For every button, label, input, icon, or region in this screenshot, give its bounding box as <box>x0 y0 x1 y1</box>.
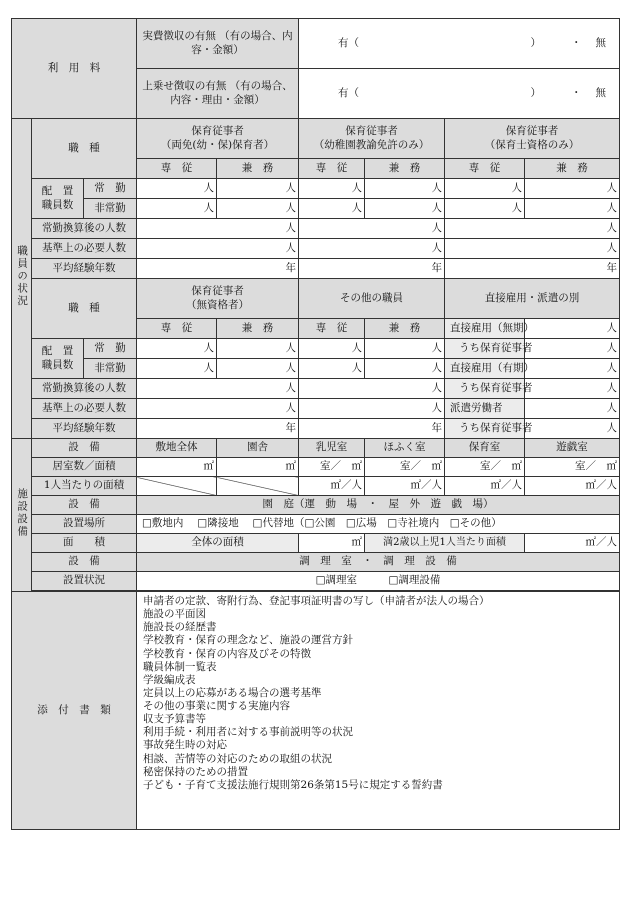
employment-type-header: 直接雇用・派遣の別 <box>445 279 620 319</box>
attachment-item: 施設の平面図 <box>143 608 207 621</box>
years-field[interactable]: 年 <box>299 259 445 279</box>
count-field[interactable]: 人 <box>137 339 217 359</box>
separator-dot: ・ <box>571 86 582 99</box>
count-field[interactable]: 人 <box>445 239 620 259</box>
staff-experience-row-2 <box>12 419 620 439</box>
location-checkboxes[interactable]: □敷地内 □隣接地 □代替地（□公園 □広場 □寺社境内 □その他） <box>137 515 620 534</box>
job-kinder-license: 保育従事者 （幼稚園教諭免許のみ） <box>299 119 445 159</box>
nursery-room-header: 保育室 <box>445 439 525 458</box>
count-field[interactable]: 人 <box>137 239 299 259</box>
count-field[interactable]: 人 <box>299 399 445 419</box>
attachment-item: 学校教育・保育の内容及びその特徴 <box>143 647 312 660</box>
non-regular-label: 非常勤 <box>84 199 137 219</box>
count-field[interactable]: 人 <box>525 419 620 439</box>
per-person-field[interactable]: ㎡／人 <box>445 477 525 496</box>
yard-title: 園 庭（運 動 場 ・ 屋 外 遊 戯 場） <box>137 496 620 515</box>
yes-option[interactable]: 有（ <box>338 86 360 99</box>
count-field[interactable]: 人 <box>525 339 620 359</box>
fulltime-header: 専 従 <box>299 319 365 339</box>
fulltime-header: 専 従 <box>137 319 217 339</box>
total-area-field[interactable]: ㎡ <box>299 534 365 553</box>
separator-dot: ・ <box>571 36 582 49</box>
facility-application-table <box>11 18 620 830</box>
of-which-childcare-label: うち保育従事者 <box>445 339 525 359</box>
count-field[interactable]: 人 <box>365 359 445 379</box>
count-field[interactable]: 人 <box>525 199 620 219</box>
attachment-item: 子ども・子育て支援法施行規則第26条第15号に規定する誓約書 <box>143 778 443 791</box>
kitchen-title: 調 理 室 ・ 調 理 設 備 <box>137 553 620 572</box>
dual-duty-header: 兼 務 <box>525 159 620 179</box>
avg-experience-label: 平均経験年数 <box>32 419 137 439</box>
count-field[interactable]: 人 <box>365 199 445 219</box>
room-area-field[interactable]: 室／ ㎡ <box>365 458 445 477</box>
not-applicable-cell <box>137 477 217 496</box>
equipment-label: 設 備 <box>32 553 137 572</box>
room-area-field[interactable]: 室／ ㎡ <box>445 458 525 477</box>
attachment-item: 施設長の経歴書 <box>143 621 217 634</box>
count-field[interactable]: 人 <box>299 379 445 399</box>
count-field[interactable]: 人 <box>217 199 299 219</box>
count-field[interactable]: 人 <box>525 179 620 199</box>
count-field[interactable]: 人 <box>365 179 445 199</box>
area-field[interactable]: ㎡ <box>137 458 217 477</box>
count-field[interactable]: 人 <box>137 379 299 399</box>
yes-option[interactable]: 有（ <box>338 36 360 49</box>
dual-duty-header: 兼 務 <box>365 159 445 179</box>
attachment-item: 学級編成表 <box>143 673 196 686</box>
total-area-label: 全体の面積 <box>137 534 299 553</box>
equipment-label: 設 備 <box>32 439 137 458</box>
yard-area-row <box>12 534 620 553</box>
staff-section-label: 職員の状況 <box>12 119 32 439</box>
install-status-label: 設置状況 <box>32 572 137 591</box>
staff-header-row-1 <box>12 119 620 159</box>
years-field[interactable]: 年 <box>137 419 299 439</box>
avg-experience-label: 平均経験年数 <box>32 259 137 279</box>
count-field[interactable]: 人 <box>299 339 365 359</box>
count-field[interactable]: 人 <box>137 219 299 239</box>
staff-required-row-1 <box>12 239 620 259</box>
room-area-field[interactable]: 室／ ㎡ <box>525 458 620 477</box>
attachment-item: 職員体制一覧表 <box>143 660 217 673</box>
close-paren: ） <box>530 86 542 99</box>
non-regular-label: 非常勤 <box>84 359 137 379</box>
age2-area-label: 満2歳以上児1人当たり面積 <box>365 534 525 553</box>
direct-fixed-term-label: 直接雇用（有期） <box>445 359 525 379</box>
staff-experience-row-1 <box>12 259 620 279</box>
placement-label: 配 置 職員数 <box>32 179 84 219</box>
staff-regular-row-1 <box>12 179 620 199</box>
count-field[interactable]: 人 <box>137 179 217 199</box>
fulltime-header: 専 従 <box>299 159 365 179</box>
job-other-staff: その他の職員 <box>299 279 445 319</box>
staff-nonregular-row-1 <box>12 199 620 219</box>
count-field[interactable]: 人 <box>525 399 620 419</box>
per-person-field[interactable]: ㎡／人 <box>525 477 620 496</box>
attachment-item: その他の事業に関する実施内容 <box>143 700 291 712</box>
not-applicable-cell <box>217 477 299 496</box>
infant-room-header: 乳児室 <box>299 439 365 458</box>
attachments-label: 添 付 書 類 <box>12 592 137 830</box>
location-label: 設置場所 <box>32 515 137 534</box>
job-nursery-license: 保育従事者 （保育士資格のみ） <box>445 119 620 159</box>
count-field[interactable]: 人 <box>137 359 217 379</box>
count-field[interactable]: 人 <box>365 339 445 359</box>
fulltime-header: 専 従 <box>137 159 217 179</box>
staff-header-row-2 <box>12 279 620 319</box>
count-field[interactable]: 人 <box>137 399 299 419</box>
count-field[interactable]: 人 <box>299 239 445 259</box>
attachment-item: 秘密保持のための措置 <box>143 765 249 778</box>
attachment-item: 事故発生時の対応 <box>143 739 228 752</box>
room-area-row <box>12 458 620 477</box>
job-unlicensed: 保育従事者 （無資格者） <box>137 279 299 319</box>
attachment-item: 相談、苦情等の対応のための取組の状況 <box>143 752 333 765</box>
equipment-label: 設 備 <box>32 496 137 515</box>
regular-label: 常 勤 <box>84 339 137 359</box>
staff-required-row-2 <box>12 399 620 419</box>
no-option[interactable]: 無 <box>595 36 607 49</box>
job-dual-license: 保育従事者 （両免(幼・保)保育者） <box>137 119 299 159</box>
count-field[interactable]: 人 <box>445 199 525 219</box>
per-person-field[interactable]: ㎡／人 <box>299 477 365 496</box>
fulltime-header: 専 従 <box>445 159 525 179</box>
room-area-label: 居室数／面積 <box>32 458 137 477</box>
dual-duty-header: 兼 務 <box>365 319 445 339</box>
of-which-childcare-label: うち保育従事者 <box>445 419 525 439</box>
kitchen-status-row <box>12 572 620 591</box>
per-person-area-label: 1人当たりの面積 <box>32 477 137 496</box>
count-field[interactable]: 人 <box>525 359 620 379</box>
actual-cost-label: 実費徴収の有無 （有の場合、内容・金額） <box>137 19 299 69</box>
years-field[interactable]: 年 <box>137 259 299 279</box>
crawling-room-header: ほふく室 <box>365 439 445 458</box>
age2-area-field[interactable]: ㎡／人 <box>525 534 620 553</box>
direct-indefinite-label: 直接雇用（無期） <box>445 319 525 339</box>
area-field[interactable]: ㎡ <box>217 458 299 477</box>
area-label: 面 積 <box>32 534 137 553</box>
attachment-item: 利用手続・利用者に対する事前説明等の状況 <box>143 726 354 739</box>
playroom-header: 遊戯室 <box>525 439 620 458</box>
school-building-header: 園舎 <box>217 439 299 458</box>
staff-converted-row-2 <box>12 379 620 399</box>
close-paren: ） <box>530 36 542 49</box>
dispatched-workers-label: 派遣労働者 <box>445 399 525 419</box>
job-type-label: 職 種 <box>32 279 137 339</box>
kitchen-header-row <box>12 553 620 572</box>
count-field[interactable]: 人 <box>217 339 299 359</box>
kitchen-checkboxes[interactable]: □調理室 □調理設備 <box>137 572 620 591</box>
no-option[interactable]: 無 <box>595 86 607 99</box>
site-total-header: 敷地全体 <box>137 439 217 458</box>
staff-regular-row-2 <box>12 339 620 359</box>
per-person-area-row <box>12 477 620 496</box>
count-field[interactable]: 人 <box>299 179 365 199</box>
staff-converted-row-1 <box>12 219 620 239</box>
count-field[interactable]: 人 <box>217 359 299 379</box>
years-field[interactable]: 年 <box>445 259 620 279</box>
years-field[interactable]: 年 <box>299 419 445 439</box>
count-field[interactable]: 人 <box>525 319 620 339</box>
usage-fee-row-1 <box>12 19 620 69</box>
of-which-childcare-label: うち保育従事者 <box>445 379 525 399</box>
converted-count-label: 常勤換算後の人数 <box>32 379 137 399</box>
count-field[interactable]: 人 <box>137 199 217 219</box>
facility-header-row <box>12 439 620 458</box>
required-count-label: 基準上の必要人数 <box>32 239 137 259</box>
required-count-label: 基準上の必要人数 <box>32 399 137 419</box>
attachment-item: 収支予算書等 <box>143 713 207 726</box>
staff-nonregular-row-2 <box>12 359 620 379</box>
attachment-item: 申請者の定款、寄附行為、登記事項証明書の写し（申請者が法人の場合） <box>143 595 490 607</box>
dual-duty-header: 兼 務 <box>217 319 299 339</box>
yard-header-row <box>12 496 620 515</box>
attachments-list <box>137 592 620 830</box>
attachment-item: 学校教育・保育の理念など、施設の運営方針 <box>143 634 354 647</box>
dual-duty-header: 兼 務 <box>217 159 299 179</box>
count-field[interactable]: 人 <box>299 219 445 239</box>
attachment-item: 定員以上の応募がある場合の選考基準 <box>143 686 322 699</box>
count-field[interactable]: 人 <box>445 219 620 239</box>
regular-label: 常 勤 <box>84 179 137 199</box>
job-type-label: 職 種 <box>32 119 137 179</box>
actual-cost-field[interactable] <box>299 19 620 69</box>
placement-label: 配 置 職員数 <box>32 339 84 379</box>
attachments-row <box>12 592 620 830</box>
extra-charge-label: 上乗せ徴収の有無 （有の場合、内容・理由・金額） <box>137 69 299 119</box>
count-field[interactable]: 人 <box>299 359 365 379</box>
count-field[interactable]: 人 <box>525 379 620 399</box>
usage-fee-label: 利 用 料 <box>12 19 137 119</box>
converted-count-label: 常勤換算後の人数 <box>32 219 137 239</box>
extra-charge-field[interactable] <box>299 69 620 119</box>
count-field[interactable]: 人 <box>445 179 525 199</box>
room-area-field[interactable]: 室／ ㎡ <box>299 458 365 477</box>
facility-section-label: 施設設備 <box>12 439 32 592</box>
yard-location-row <box>12 515 620 534</box>
per-person-field[interactable]: ㎡／人 <box>365 477 445 496</box>
count-field[interactable]: 人 <box>299 199 365 219</box>
count-field[interactable]: 人 <box>217 179 299 199</box>
